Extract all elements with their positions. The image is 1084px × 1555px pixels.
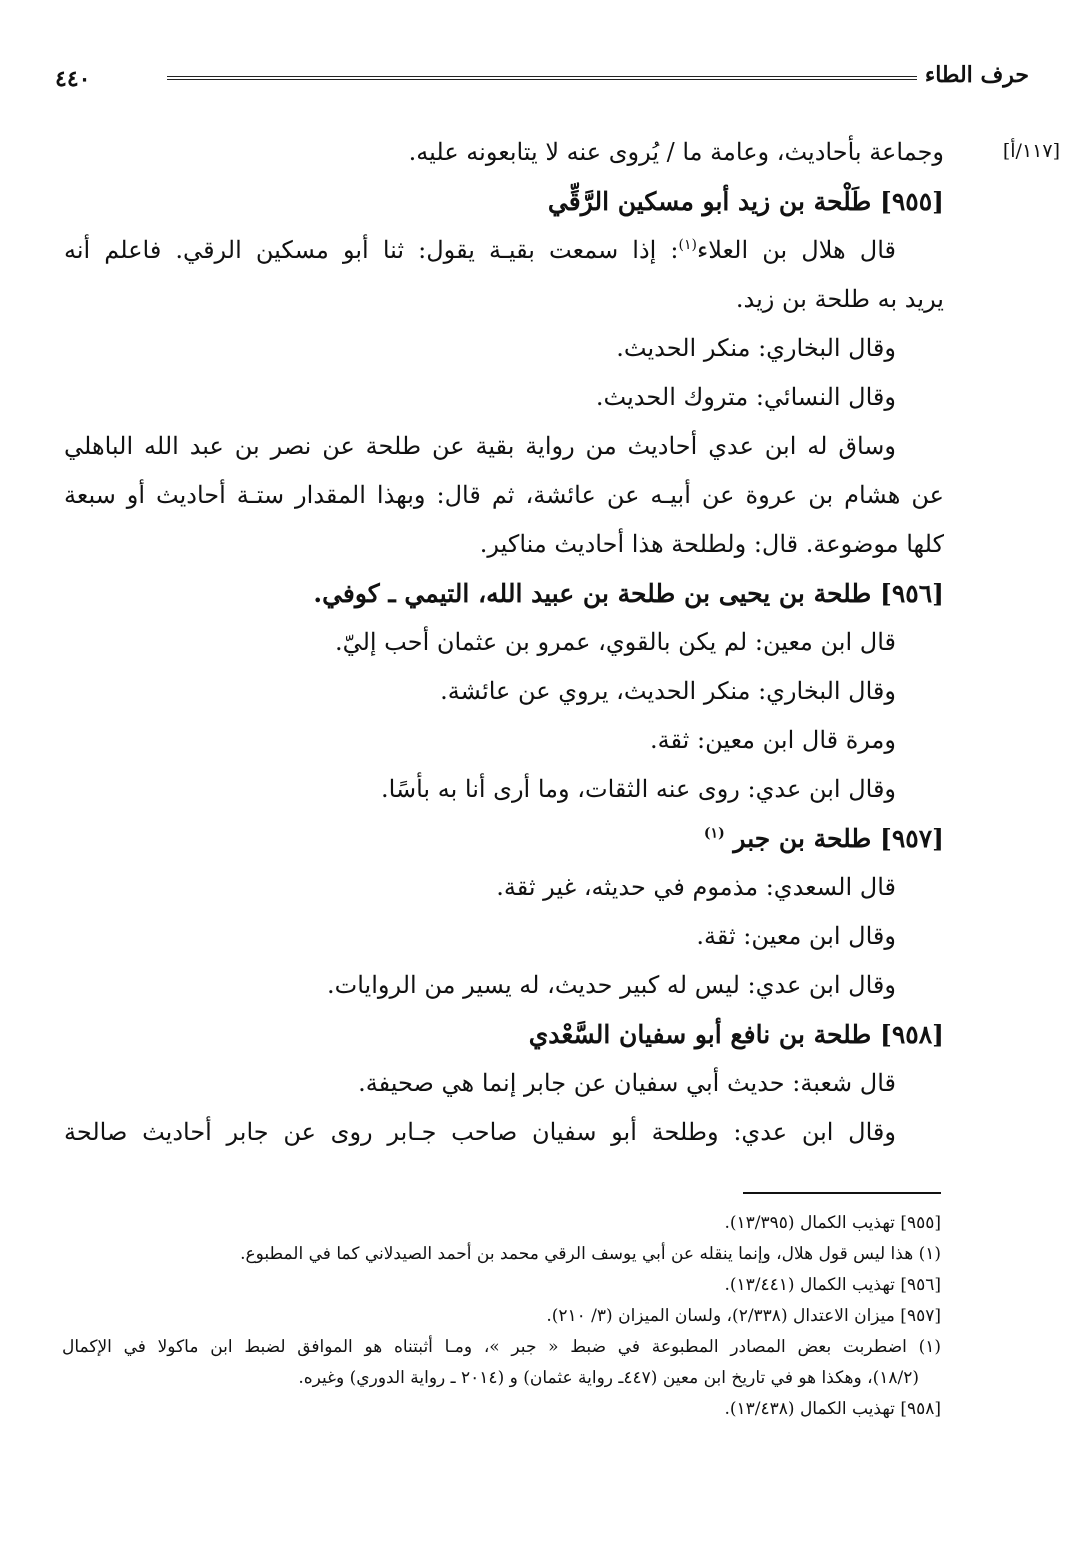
entry-heading-958: [٩٥٨] طلحة بن نافع أبو سفيان السَّعْدي [528,1020,944,1049]
footnote-continuation: (١٨/٢)، وهكذا هو في تاريخ ابن معين (٤٤٧ـ رواية عثمان) و (٢٠١٤ ـ رواية الدوري) وغيره. [298,1368,919,1388]
footnote-marker: (١) [703,825,725,842]
text-line: وقال ابن عدي: ليس له كبير حديث، له يسير من الروايات. [327,971,896,999]
text-line: قال شعبة: حديث أبي سفيان عن جابر إنما هي صحيفة. [358,1069,896,1097]
entry-heading-text: [٩٥٧] طلحة بن جبر [733,824,944,853]
page-number: ٤٤٠ [55,66,91,92]
footnotes [62,1208,941,1425]
text-line: وجماعة بأحاديث، وعامة ما / يُروى عنه لا يتابعونه عليه. [408,138,944,166]
text-run: : إذا سمعت بقيـة يقول: ثنا أبو مسكين الرقي. فاعلم أنه [64,236,679,264]
text-line: قال السعدي: مذموم في حديثه، غير ثقة. [496,873,896,901]
footnote: [٩٥٦] تهذيب الكمال (١٣/٤٤١). [724,1275,941,1295]
text-line: قال ابن معين: لم يكن بالقوي، عمرو بن عثمان أحب إليّ. [334,628,896,656]
footnote: (١) هذا ليس قول هلال، وإنما ينقله عن أبي يوسف الرقي محمد بن أحمد الصيدلاني كما في المطبوع. [240,1244,941,1264]
text-line: وساق له ابن عدي أحاديث من رواية بقية عن طلحة عن نصر بن عبد الله الباهلي [64,432,896,460]
footnote: (١) اضطربت بعض المصادر المطبوعة في ضبط « جبر »، ومـا أثبتناه هو الموافق لضبط ابن ماكولا في الإكمال [62,1337,941,1357]
text-line: وقال ابن عدي: وطلحة أبو سفيان صاحب جـابر روى عن جابر أحاديث صالحة [64,1118,896,1146]
text-line: كلها موضوعة. قال: ولطلحة هذا أحاديث مناكير. [479,530,944,558]
text-line: وقال النسائي: متروك الحديث. [595,383,896,411]
running-header [55,62,1029,102]
text-line: وقال البخاري: منكر الحديث. [616,334,896,362]
main-text [64,128,944,1157]
text-line: يريد به طلحة بن زيد. [735,285,944,313]
footnote: [٩٥٥] تهذيب الكمال (١٣/٣٩٥). [724,1213,941,1233]
manuscript-folio-ref: [١١٧/أ] [1002,140,1060,162]
text-line: ومرة قال ابن معين: ثقة. [650,726,896,754]
text-line [64,226,944,275]
text-line: عن هشام بن عروة عن أبيـه عن عائشة، ثم قال: وبهذا المقدار ستـة أحاديث أو سبعة [64,481,944,509]
section-title: حرف الطاء [924,62,1029,88]
footnote: [٩٥٧] ميزان الاعتدال (٢/٣٣٨)، ولسان الميزان (٣/ ٢١٠). [546,1306,941,1326]
text-line: وقال ابن معين: ثقة. [696,922,896,950]
footnote: [٩٥٨] تهذيب الكمال (١٣/٤٣٨). [724,1399,941,1419]
entry-heading-957 [64,814,944,863]
text-line: وقال البخاري: منكر الحديث، يروي عن عائشة. [440,677,896,705]
text-line: وقال ابن عدي: روى عنه الثقات، وما أرى أنا به بأسًا. [381,775,896,803]
entry-heading-955: [٩٥٥] طَلْحة بن زيد أبو مسكين الرَّقِّي [547,187,944,216]
text-run: قال هلال بن العلاء [696,236,896,264]
entry-heading-956: [٩٥٦] طلحة بن يحيى بن طلحة بن عبيد الله، التيمي ـ كوفي. [313,579,944,608]
footnote-marker: (١) [678,237,697,253]
footnote-separator [743,1192,941,1194]
header-rule [167,76,917,80]
